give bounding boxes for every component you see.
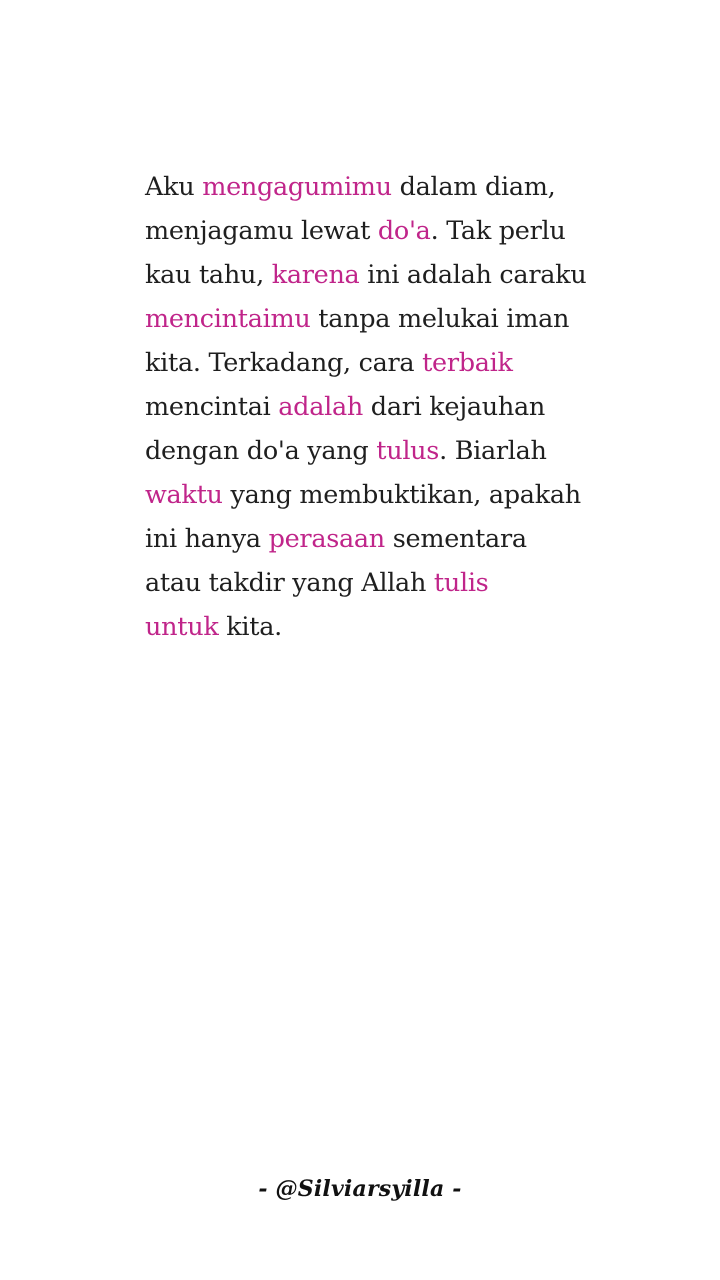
quote-segment: Aku bbox=[145, 172, 203, 202]
quote-line bbox=[145, 297, 615, 341]
quote-line bbox=[145, 561, 615, 605]
quote-line bbox=[145, 429, 615, 473]
quote-segment: dari kejauhan bbox=[363, 392, 546, 422]
quote-segment: kita. Terkadang, cara bbox=[145, 348, 423, 378]
highlighted-word: mencintaimu bbox=[145, 304, 311, 334]
quote-line bbox=[145, 209, 615, 253]
highlighted-word: karena bbox=[271, 260, 360, 290]
quote-segment: . Biarlah bbox=[439, 436, 547, 466]
quote-segment: dengan do'a yang bbox=[145, 436, 377, 466]
quote-line bbox=[145, 473, 615, 517]
quote-line bbox=[145, 605, 615, 649]
quote-segment: ini adalah caraku bbox=[359, 260, 587, 290]
highlighted-word: do'a bbox=[377, 216, 431, 246]
highlighted-word: tulis bbox=[433, 568, 489, 598]
quote-segment: ini hanya bbox=[145, 524, 269, 554]
quote-segment: sementara bbox=[384, 524, 527, 554]
quote-line bbox=[145, 253, 615, 297]
quote-line bbox=[145, 385, 615, 429]
quote-segment: kau tahu, bbox=[145, 260, 272, 290]
highlighted-word: tulus bbox=[376, 436, 440, 466]
quote-segment: tanpa melukai iman bbox=[310, 304, 570, 334]
quote-line bbox=[145, 341, 615, 385]
quote-segment: dalam diam, bbox=[391, 172, 556, 202]
highlighted-word: terbaik bbox=[422, 348, 513, 378]
highlighted-word: mengagumimu bbox=[202, 172, 392, 202]
quote-segment: atau takdir yang Allah bbox=[145, 568, 434, 598]
highlighted-word: adalah bbox=[278, 392, 363, 422]
quote-segment: menjagamu lewat bbox=[145, 216, 378, 246]
quote-text bbox=[145, 165, 615, 649]
quote-line bbox=[145, 165, 615, 209]
highlighted-word: untuk bbox=[145, 612, 219, 642]
quote-segment: . Tak perlu bbox=[430, 216, 566, 246]
quote-line bbox=[145, 517, 615, 561]
quote-segment: kita. bbox=[218, 612, 282, 642]
highlighted-word: perasaan bbox=[268, 524, 385, 554]
author-signature: - @Silviarsyilla - bbox=[258, 1176, 462, 1202]
quote-segment: yang membuktikan, apakah bbox=[222, 480, 581, 510]
quote-segment: mencintai bbox=[145, 392, 279, 422]
highlighted-word: waktu bbox=[145, 480, 223, 510]
